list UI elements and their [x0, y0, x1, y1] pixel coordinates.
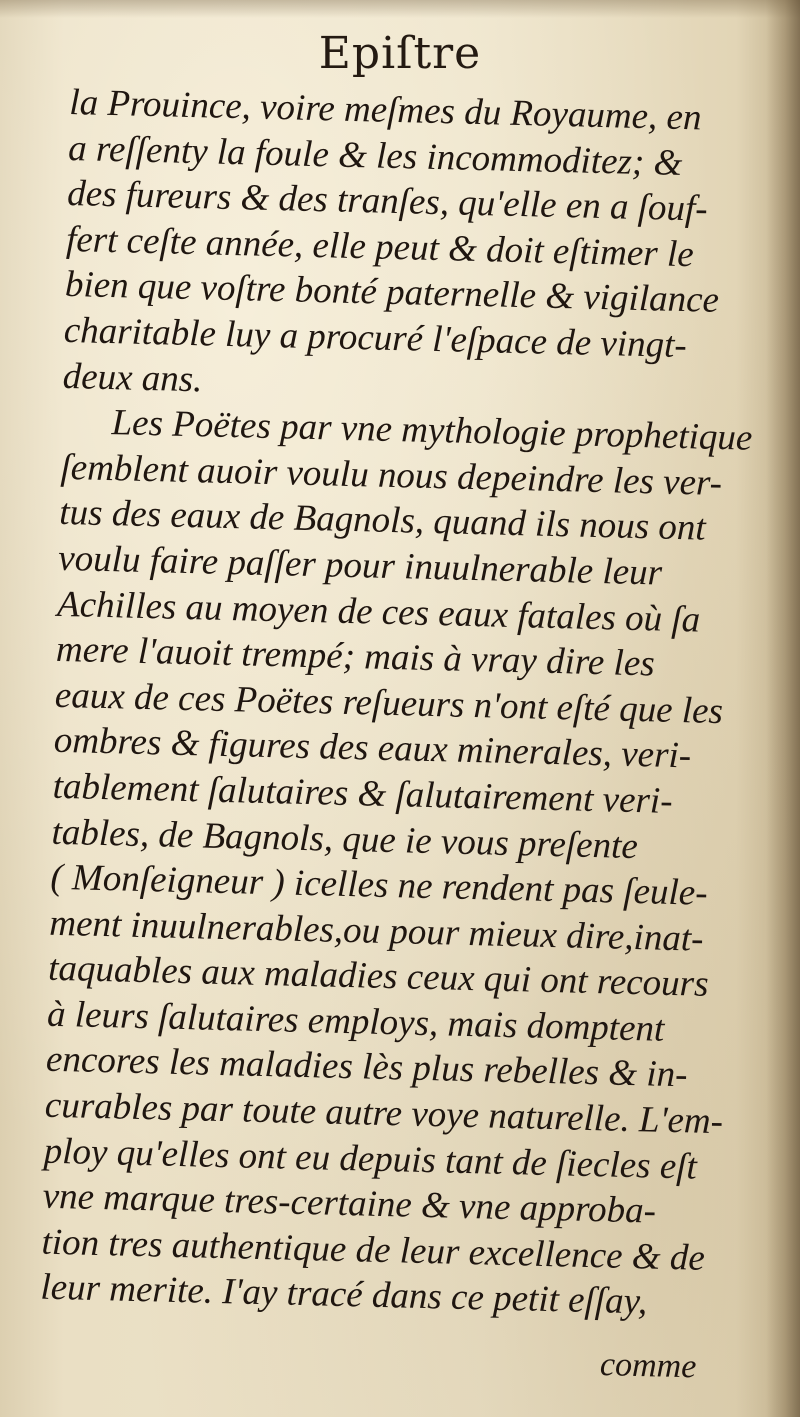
body-text: [40, 80, 780, 1328]
text-line: a reſſenty la foule & les incommoditez; &: [67, 127, 683, 184]
text-line: ( Monſeigneur ) icelles ne rendent pas ſeule-: [50, 856, 709, 914]
text-line: tus des eaux de Bagnols, quand ils nous ont: [58, 492, 707, 550]
text-line: tion tres authentique de leur excellence & de: [41, 1221, 706, 1279]
text-line: des fureurs & des tranſes, qu'elle en a ſouf-: [66, 173, 709, 230]
text-line: la Prouince, voire meſmes du Royaume, en: [68, 81, 702, 139]
page-top-shadow: [0, 0, 800, 18]
text-line: ment inuulnerables,ou pour mieux dire,inat-: [48, 902, 704, 960]
paragraph-start-line: Les Poëtes par vne mythologie prophetique: [111, 402, 753, 459]
text-line: taquables aux maladies ceux qui ont recours: [47, 948, 709, 1006]
text-line: bien que voſtre bonté paternelle & vigilance: [64, 264, 720, 322]
running-header: Epiſtre: [318, 28, 482, 79]
text-line: charitable luy a procuré l'eſpace de vingt-: [63, 309, 688, 367]
text-line: tables, de Bagnols, que ie vous preſente: [51, 811, 639, 867]
text-line: eaux de ces Poëtes reſueurs n'ont eſté que les: [54, 674, 724, 732]
text-line: mere l'auoit trempé; mais à vray dire les: [55, 628, 656, 685]
text-line: voulu faire paſſer pour inuulnerable leur: [57, 537, 663, 594]
text-line: encores les maladies lès plus rebelles & in-: [45, 1039, 688, 1096]
text-line: ombres & figures des eaux minerales, veri-: [53, 720, 692, 777]
text-line: Achilles au moyen de ces eaux fatales où ſa: [56, 583, 701, 641]
text-line: deux ans.: [62, 355, 203, 400]
text-line: curables par toute autre voye naturelle. L'em-: [44, 1084, 724, 1143]
text-line: ſemblent auoir voulu nous depeindre les ver-: [60, 446, 723, 504]
text-line: leur merite. I'ay tracé dans ce petit eſſay,: [39, 1267, 648, 1323]
text-line: à leurs ſalutaires employs, mais domptent: [46, 993, 665, 1050]
text-line: tablement ſalutaires & ſalutairement veri-: [52, 765, 674, 822]
catchword: comme: [599, 1346, 697, 1386]
text-line: ploy qu'elles ont eu depuis tant de ſiecles eſt: [43, 1130, 698, 1188]
text-line: vne marque tres-certaine & vne approba-: [42, 1175, 657, 1232]
text-line: fert ceſte année, elle peut & doit eſtimer le: [65, 218, 695, 276]
